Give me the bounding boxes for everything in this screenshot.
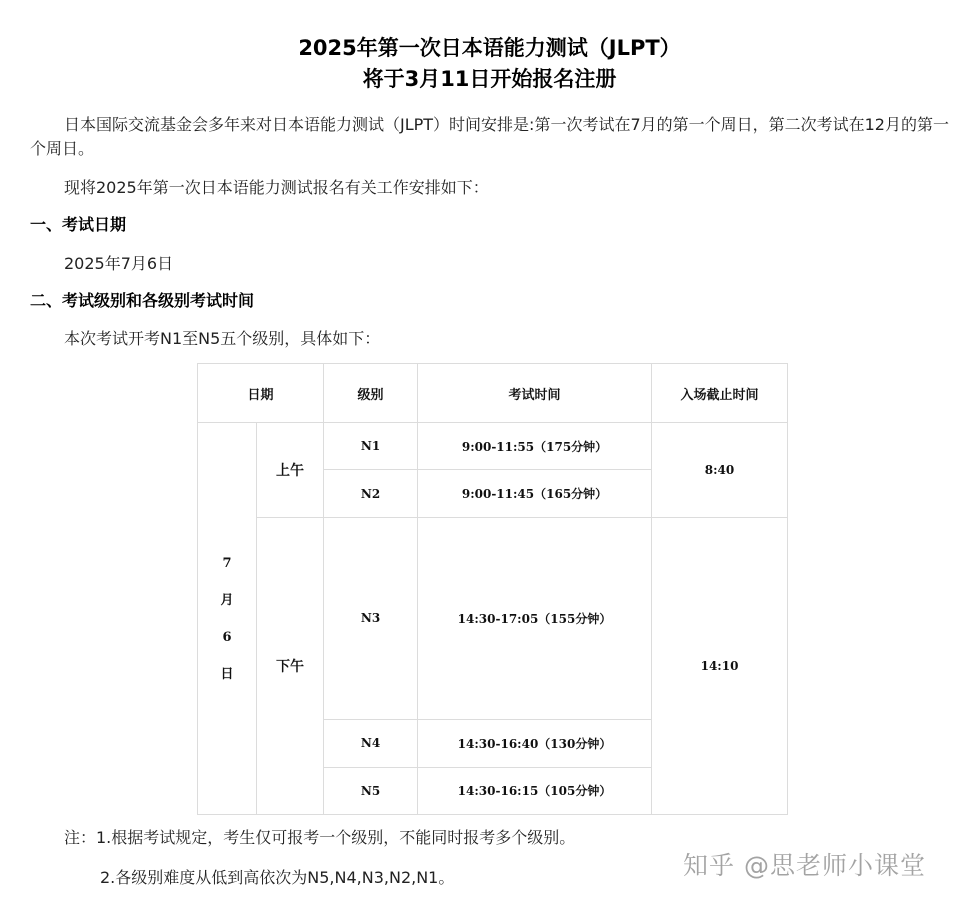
time-cell: 14:30-16:40（130分钟） [418,720,652,767]
date-char: 7 [222,555,232,571]
header-level: 级别 [324,364,418,423]
page-subtitle: 将于3月11日开始报名注册 [362,67,617,91]
period-morning: 上午 [257,423,324,518]
intro-paragraph-2: 现将2025年第一次日本语能力测试报名有关工作安排如下： [64,178,489,197]
section-heading-levels: 二、考试级别和各级别考试时间 [30,291,255,310]
cutoff-morning: 8:40 [652,423,788,518]
table-row [198,423,788,470]
time-cell: 14:30-16:15（105分钟） [418,767,652,814]
section-heading-exam-date: 一、考试日期 [30,215,127,234]
date-char: 日 [220,666,234,682]
intro-paragraph [30,113,955,161]
level-cell: N5 [324,767,418,814]
level-cell: N2 [324,470,418,517]
level-cell: N1 [324,423,418,470]
zhihu-watermark: 知乎 @思老师小课堂 [683,851,926,880]
cutoff-afternoon: 14:10 [652,517,788,814]
date-char: 6 [222,629,232,645]
time-cell: 9:00-11:45（165分钟） [418,470,652,517]
date-char: 月 [220,592,234,608]
levels-intro-text: 本次考试开考N1至N5五个级别，具体如下： [64,329,381,348]
note-1: 注：1.根据考试规定，考生仅可报考一个级别，不能同时报考多个级别。 [64,828,576,847]
level-cell: N4 [324,720,418,767]
header-exam-time: 考试时间 [418,364,652,423]
time-cell: 9:00-11:55（175分钟） [418,423,652,470]
time-cell: 14:30-17:05（155分钟） [418,517,652,720]
exam-date-text: 2025年7月6日 [64,254,174,273]
intro-text: 日本国际交流基金会多年来对日本语能力测试（JLPT）时间安排是:第一次考试在7月的第一个周日，第二次考试在12月的第一个周日。 [30,115,949,158]
page-title: 2025年第一次日本语能力测试（JLPT） [298,36,681,60]
period-afternoon: 下午 [257,517,324,814]
date-cell [198,423,257,815]
note-2: 2.各级别难度从低到高依次为N5,N4,N3,N2,N1。 [100,868,455,887]
table-header-row [198,364,788,423]
level-cell: N3 [324,517,418,720]
table-row [198,517,788,720]
exam-schedule-table [197,363,788,815]
header-date: 日期 [198,364,324,423]
header-cutoff-time: 入场截止时间 [652,364,788,423]
